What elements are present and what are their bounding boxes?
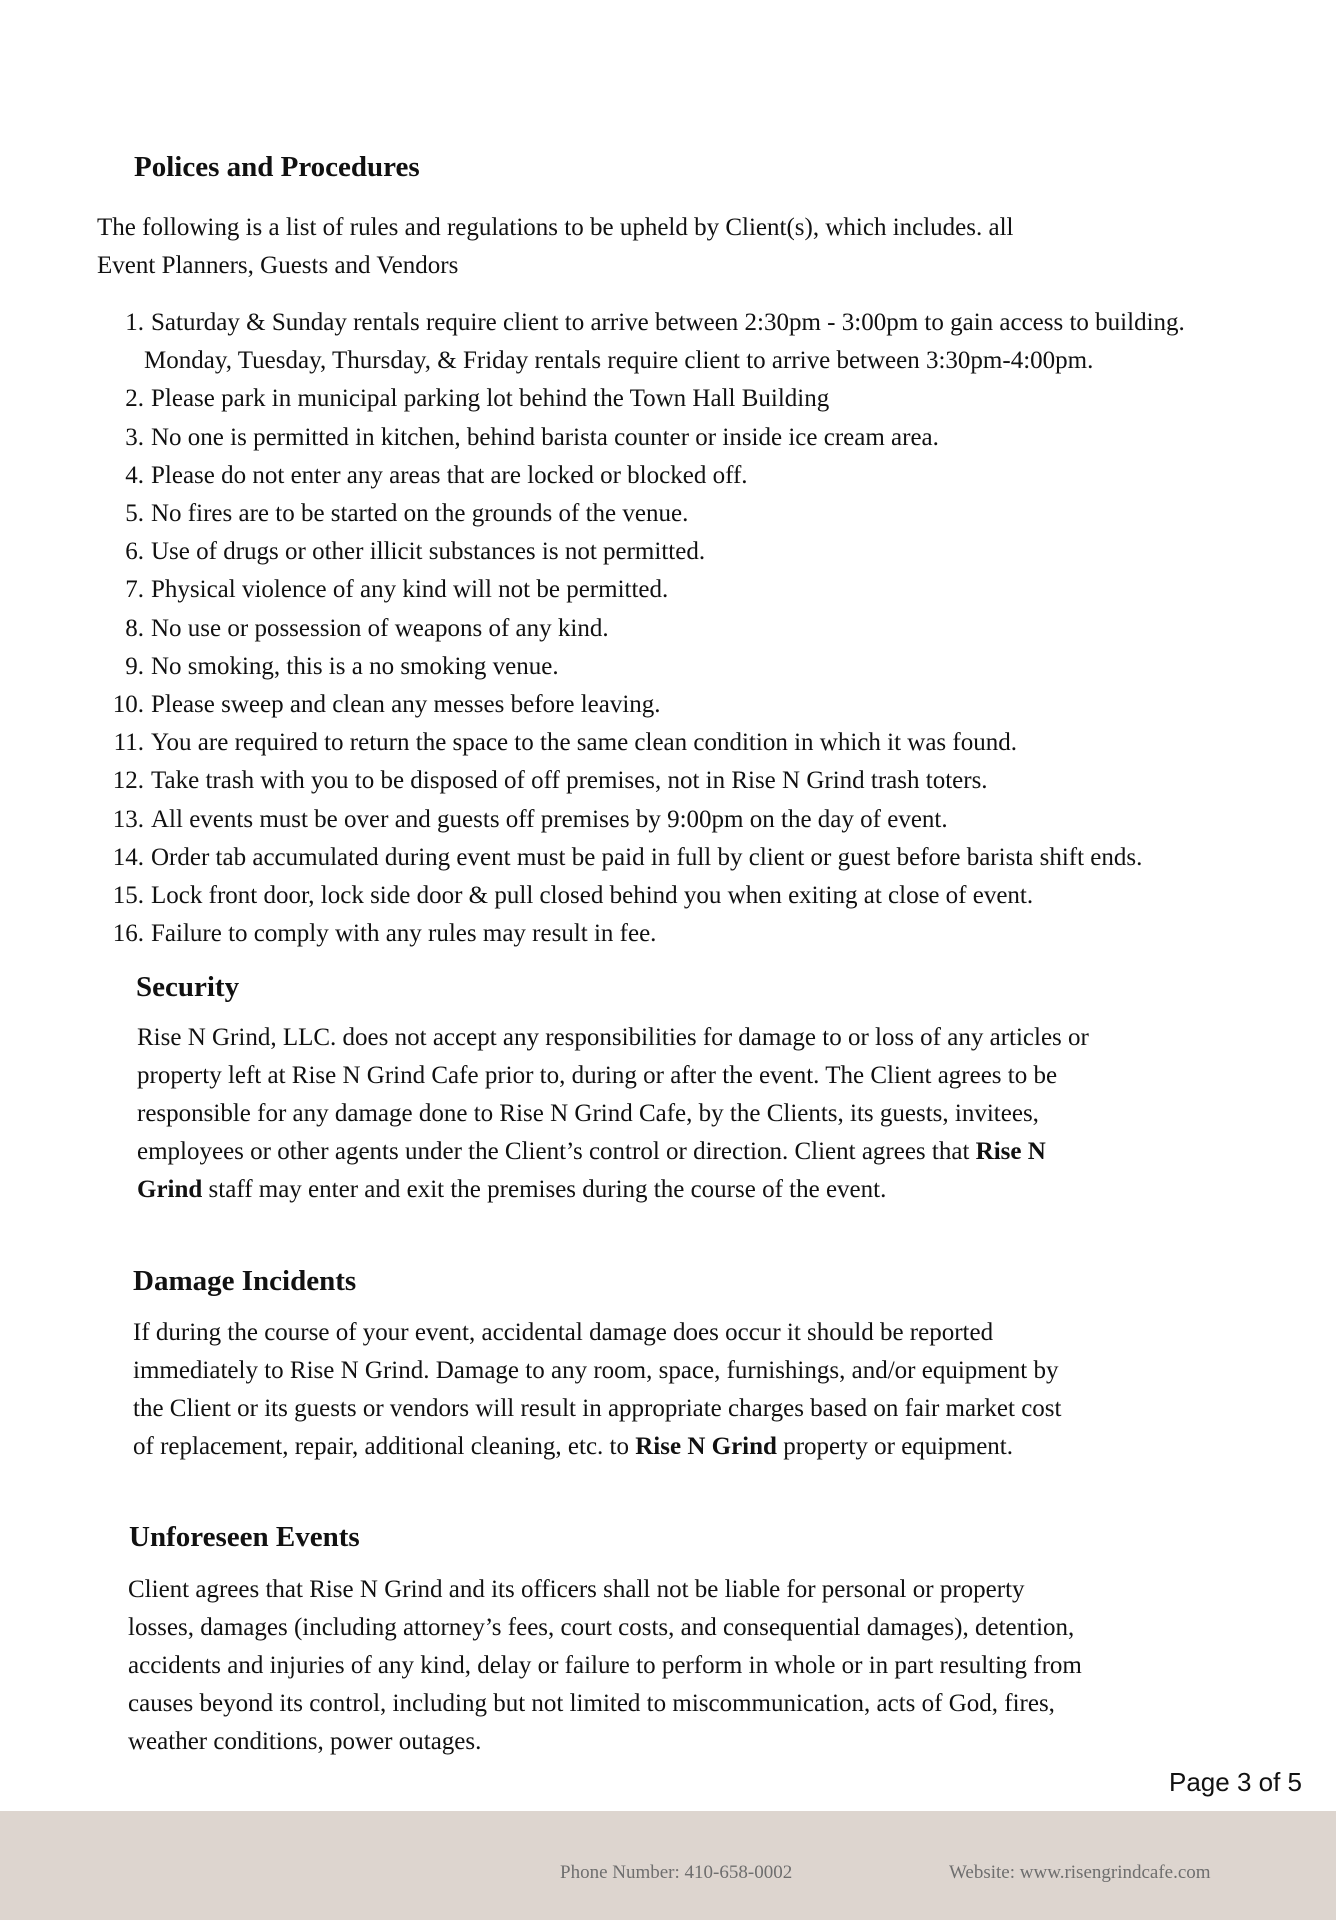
unforeseen-line: accidents and injuries of any kind, delay or failure to perform in whole or in part resulting from: [128, 1652, 1082, 1679]
rule-text: Order tab accumulated during event must be paid in full by client or guest before barista shift ends.: [151, 843, 1143, 871]
unforeseen-line: causes beyond its control, including but not limited to miscommunication, acts of God, fires,: [128, 1690, 1055, 1717]
rule-text: Please do not enter any areas that are locked or blocked off.: [151, 461, 748, 489]
rule-text: Physical violence of any kind will not be permitted.: [151, 576, 669, 604]
rule-item: [100, 648, 1320, 686]
rule-text: Please sweep and clean any messes before leaving.: [151, 691, 661, 719]
rule-item: [100, 533, 1320, 571]
rule-number: 3.: [125, 423, 144, 451]
policies-intro-line: The following is a list of rules and regulations to be upheld by Client(s), which includes. all: [97, 214, 1014, 241]
unforeseen-heading: Unforeseen Events: [129, 1521, 360, 1553]
rule-text: No fires are to be started on the grounds of the venue.: [151, 500, 689, 528]
rule-item: [100, 724, 1320, 762]
damage-line: the Client or its guests or vendors will result in appropriate charges based on fair market cost: [133, 1395, 1062, 1422]
rule-number: 1.: [125, 309, 144, 336]
rule-item: [100, 877, 1320, 915]
rule-item: [100, 380, 1320, 418]
rule-number: 6.: [125, 538, 144, 566]
rule-item: [100, 571, 1320, 609]
rule-text: Please park in municipal parking lot behind the Town Hall Building: [151, 385, 830, 413]
rule-number: 13.: [112, 805, 144, 833]
rules-list: [100, 304, 1320, 953]
rule-text-continued: Monday, Tuesday, Thursday, & Friday rentals require client to arrive between 3:30pm-4:00pm.: [144, 347, 1094, 375]
footer-bar: [0, 1811, 1336, 1920]
damage-line-text: property or equipment.: [776, 1433, 1013, 1460]
rule-number: 4.: [125, 461, 144, 489]
security-line: property left at Rise N Grind Cafe prior to, during or after the event. The Client agrees to be: [137, 1062, 1058, 1089]
rule-text: Saturday & Sunday rentals require client to arrive between 2:30pm - 3:00pm to gain access to building.: [151, 309, 1185, 336]
security-line-text: employees or other agents under the Client’s control or direction. Client agrees that: [137, 1138, 976, 1165]
policies-intro: [97, 209, 1014, 285]
page-number: Page 3 of 5: [1169, 1767, 1302, 1797]
rule-item: [100, 610, 1320, 648]
rule-text: No one is permitted in kitchen, behind barista counter or inside ice cream area.: [151, 423, 939, 451]
security-line: Rise N Grind, LLC. does not accept any responsibilities for damage to or loss of any articles or: [137, 1024, 1089, 1051]
damage-heading: Damage Incidents: [133, 1265, 357, 1297]
rule-text: All events must be over and guests off premises by 9:00pm on the day of event.: [151, 805, 948, 833]
rule-item: [100, 495, 1320, 533]
damage-line: immediately to Rise N Grind. Damage to any room, space, furnishings, and/or equipment by: [133, 1357, 1059, 1384]
rule-text: No smoking, this is a no smoking venue.: [151, 652, 559, 680]
rule-item: [100, 915, 1320, 953]
rule-number: 15.: [112, 882, 144, 910]
rule-number: 12.: [112, 767, 144, 795]
rule-text: Lock front door, lock side door & pull closed behind you when exiting at close of event.: [151, 882, 1034, 910]
security-line: responsible for any damage done to Rise N Grind Cafe, by the Clients, its guests, invitees,: [137, 1100, 1039, 1127]
rule-number: 9.: [125, 652, 144, 680]
security-line-text: staff may enter and exit the premises during the course of the event.: [202, 1176, 887, 1203]
rule-number: 16.: [112, 920, 144, 948]
security-paragraph: [137, 1019, 1089, 1209]
rule-item: [100, 686, 1320, 724]
footer-phone: Phone Number: 410-658-0002: [560, 1862, 793, 1883]
rule-item: [100, 762, 1320, 800]
rule-number: 5.: [125, 500, 144, 528]
rule-text: You are required to return the space to the same clean condition in which it was found.: [151, 729, 1017, 757]
policies-intro-line: Event Planners, Guests and Vendors: [97, 252, 459, 279]
rule-item: [100, 304, 1320, 380]
damage-line: If during the course of your event, accidental damage does occur it should be reported: [133, 1319, 994, 1346]
rule-text: Take trash with you to be disposed of off premises, not in Rise N Grind trash toters.: [151, 767, 988, 795]
unforeseen-paragraph: [128, 1571, 1082, 1761]
security-heading: Security: [136, 971, 240, 1003]
security-line: [137, 1133, 1089, 1171]
rule-number: 7.: [125, 576, 144, 604]
business-name-bold: Rise N: [975, 1138, 1046, 1165]
damage-line-text: of replacement, repair, additional cleaning, etc. to: [133, 1433, 636, 1460]
rule-number: 14.: [112, 843, 144, 871]
business-name-bold: Grind: [137, 1176, 203, 1203]
policies-heading: Polices and Procedures: [134, 151, 420, 183]
footer-website: Website: www.risengrindcafe.com: [949, 1862, 1211, 1883]
rule-item: [100, 419, 1320, 457]
rule-item: [100, 801, 1320, 839]
rule-number: 8.: [125, 614, 144, 642]
rule-item: [100, 457, 1320, 495]
rule-number: 2.: [125, 385, 144, 413]
business-name-bold: Rise N Grind: [635, 1433, 777, 1460]
unforeseen-line: Client agrees that Rise N Grind and its officers shall not be liable for personal or property: [128, 1576, 1025, 1603]
security-line: [137, 1171, 1089, 1209]
unforeseen-line: losses, damages (including attorney’s fees, court costs, and consequential damages), detention,: [128, 1614, 1075, 1641]
damage-paragraph: [133, 1314, 1061, 1466]
rule-text: No use or possession of weapons of any kind.: [151, 614, 609, 642]
unforeseen-line: weather conditions, power outages.: [128, 1728, 482, 1755]
rule-number: 11.: [113, 729, 144, 757]
rule-item: [100, 839, 1320, 877]
rule-text: Use of drugs or other illicit substances is not permitted.: [151, 538, 706, 566]
rule-number: 10.: [112, 691, 144, 719]
rule-text: Failure to comply with any rules may result in fee.: [151, 920, 657, 948]
damage-line: [133, 1428, 1061, 1466]
